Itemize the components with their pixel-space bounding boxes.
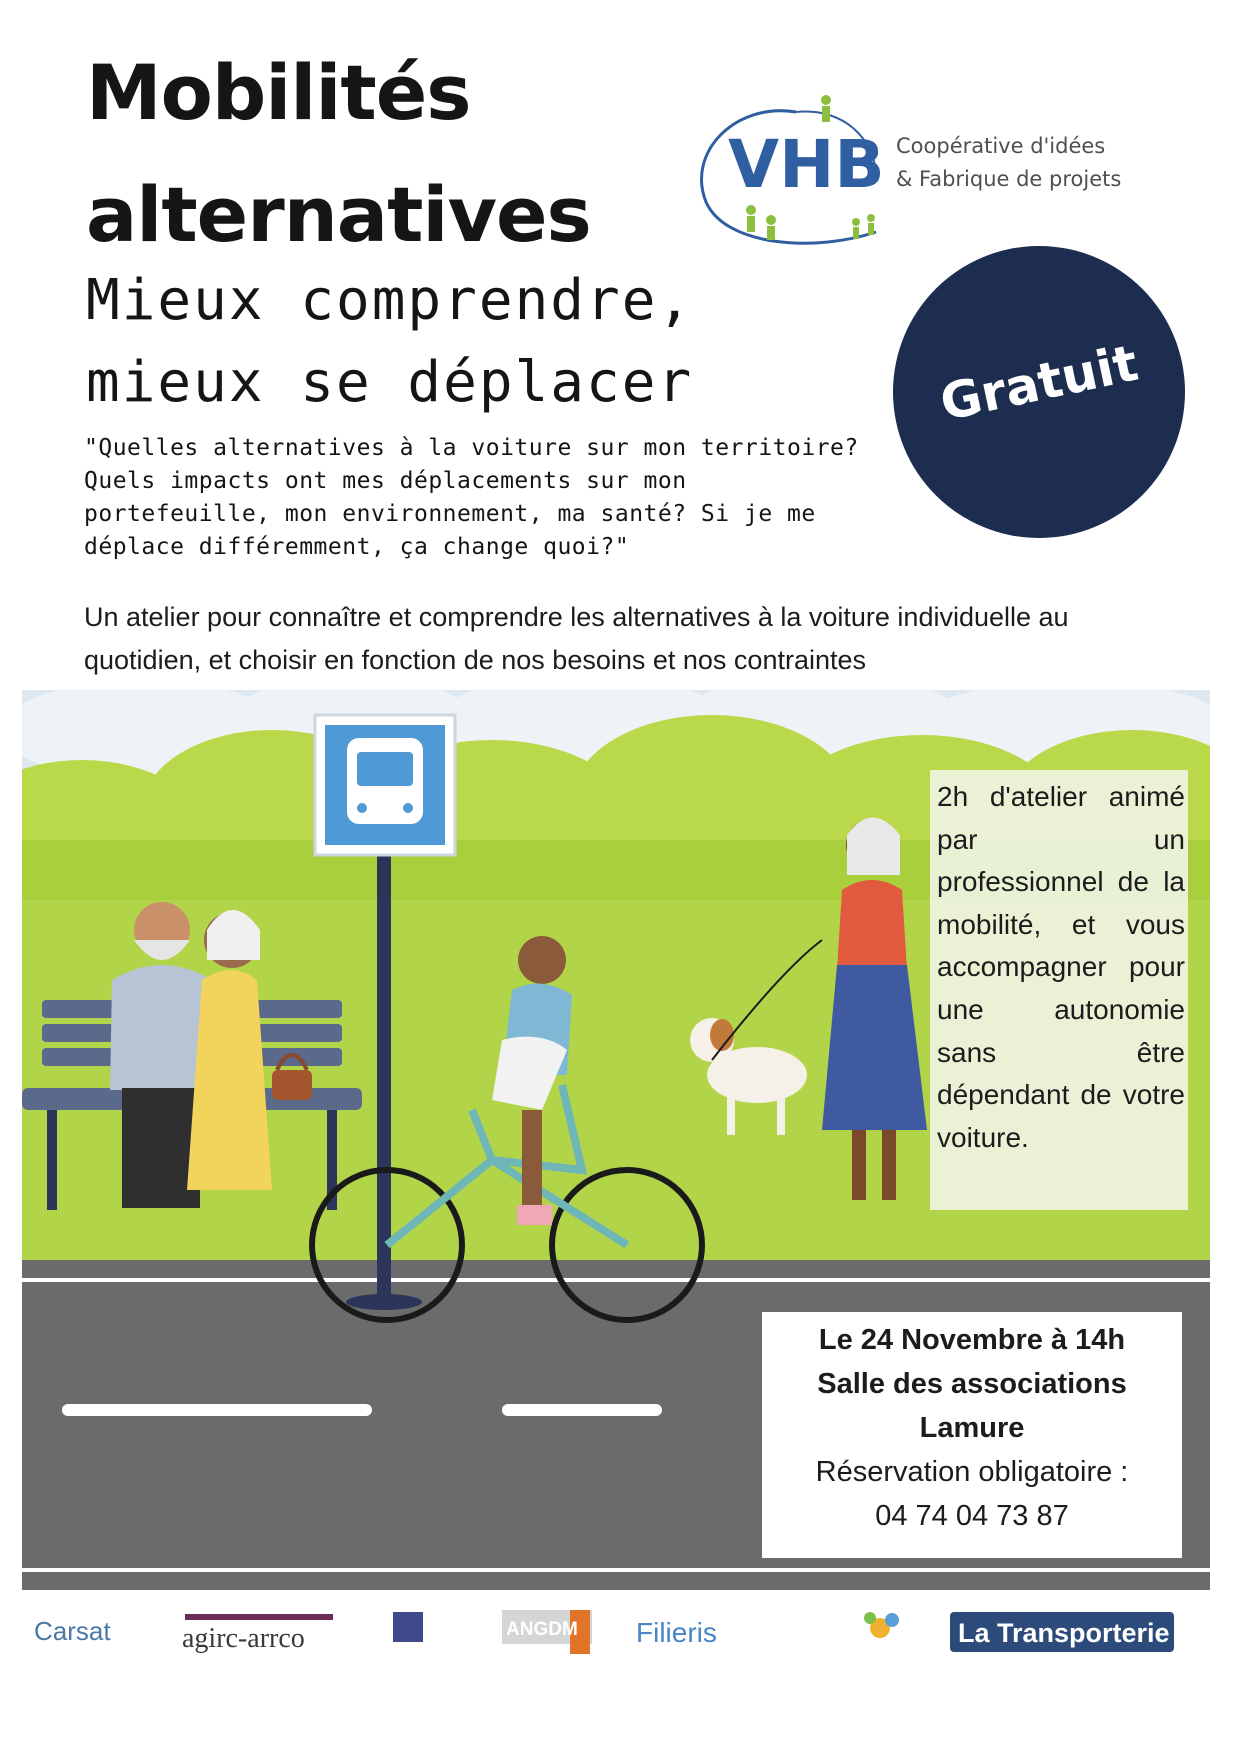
vhb-tagline-line-2: & Fabrique de projets (896, 167, 1122, 191)
agirc-arrco-logo: agirc-arrco (182, 1623, 305, 1654)
vhb-logo-text: VHB (728, 126, 885, 203)
booking-label: Réservation obligatoire : (815, 1456, 1129, 1488)
subtitle-line-1: Mieux comprendre, (86, 268, 694, 333)
carsat-logo: Carsat (34, 1616, 111, 1646)
free-badge-label: Gratuit (935, 333, 1143, 433)
partner-logos (0, 1600, 1240, 1680)
booking-phone[interactable]: 04 74 04 73 87 (875, 1500, 1069, 1532)
event-date: Le 24 Novembre à 14h (818, 1324, 1126, 1356)
subtitle-line-2: mieux se déplacer (86, 350, 694, 415)
filieris-logo: Filieris (636, 1617, 717, 1648)
transporterie-logo: La Transporterie (958, 1618, 1170, 1648)
vhb-tagline-line-1: Coopérative d'idées (896, 134, 1106, 158)
intro-paragraph: Un atelier pour connaître et comprendre les alternatives à la voiture individuelle au quotidien, et choisir en fonction de nos besoins et nos contraintes (84, 602, 1069, 675)
event-venue: Salle des associations (817, 1368, 1127, 1400)
angdm-logo: ANGDM (506, 1619, 578, 1640)
question-quote: "Quelles alternatives à la voiture sur mon territoire? Quels impacts ont mes déplacements sur mon portefeuille, mon environnement, ma santé? Si je me déplace différemment, ça change quoi?" (84, 435, 859, 560)
vhb-tagline (896, 130, 1121, 196)
event-town: Lamure (919, 1412, 1025, 1444)
title-line-2: alternatives (86, 170, 591, 259)
info-text: 2h d'atelier animé par un professionnel de la mobilité, et vous accompagner pour une autonomie sans être dépendant de votre voiture. (937, 781, 1185, 1153)
title-line-1: Mobilités (86, 48, 471, 137)
